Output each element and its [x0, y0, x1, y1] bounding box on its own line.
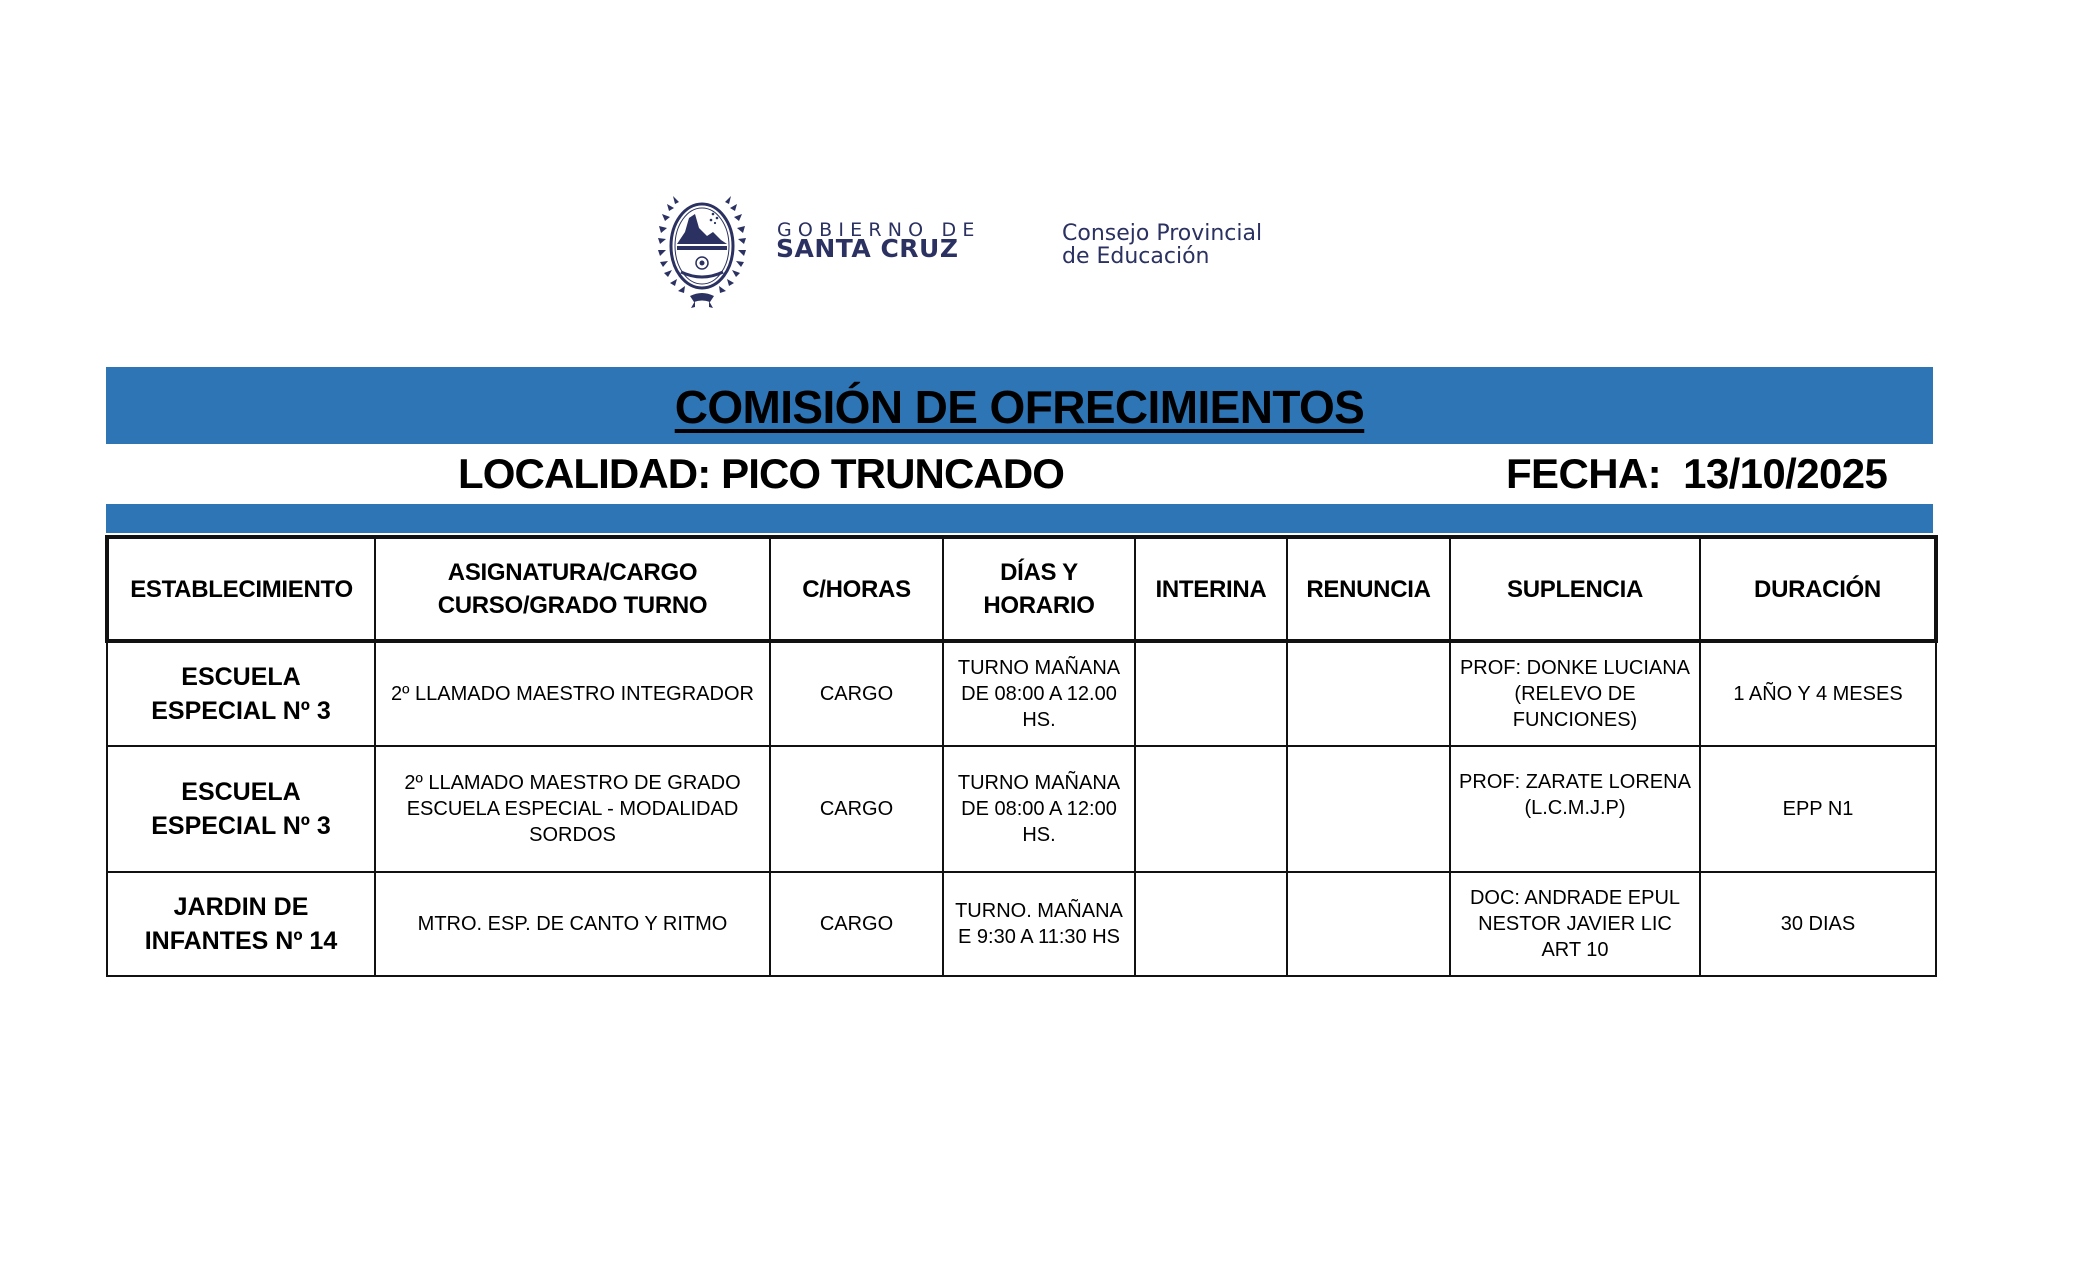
- cell-text: PROF: DONKE LUCIANA: [1459, 657, 1691, 679]
- header-text: DURACIÓN: [1754, 575, 1881, 603]
- header-text: DÍAS Y: [1000, 559, 1078, 586]
- table-row: [107, 641, 1936, 746]
- cell-text: HS.: [1022, 824, 1056, 846]
- title-bar: [106, 367, 1933, 444]
- cell-horas: CARGO: [770, 641, 943, 746]
- cell-text: NESTOR JAVIER LIC: [1478, 913, 1672, 935]
- cell-text: HS.: [1022, 709, 1056, 731]
- cell-text: 2º LLAMADO MAESTRO DE GRADO: [404, 772, 741, 794]
- cell-text: ESPECIAL Nº 3: [151, 697, 331, 725]
- cell-text: JARDIN DE: [173, 893, 309, 921]
- cell-asignatura: [375, 872, 770, 976]
- cell-text: E 9:30 A 11:30 HS: [958, 926, 1120, 948]
- cell-duracion: 30 DIAS: [1700, 872, 1936, 976]
- cell-text: (RELEVO DE: [1514, 683, 1636, 705]
- cell-text: 2º LLAMADO MAESTRO INTEGRADOR: [391, 683, 754, 705]
- localidad-value: PICO TRUNCADO: [721, 450, 1065, 497]
- cell-text: ESPECIAL Nº 3: [151, 812, 331, 840]
- cell-text: DE 08:00 A 12.00: [961, 683, 1117, 705]
- header-text: HORARIO: [983, 592, 1095, 619]
- offers-table: [105, 535, 1938, 977]
- cell-text: ESCUELA: [181, 663, 301, 691]
- column-header-horario: [943, 537, 1135, 641]
- cell-horario: [943, 746, 1135, 872]
- cell-text: (L.C.M.J.P): [1524, 797, 1626, 819]
- cell-text: ART 10: [1541, 939, 1609, 961]
- cell-interina: [1135, 641, 1287, 746]
- column-header-horas: [770, 537, 943, 641]
- header-text: ESTABLECIMIENTO: [130, 575, 353, 603]
- page-title-text: COMISIÓN DE OFRECIMIENTOS: [674, 381, 1365, 433]
- header-text: ASIGNATURA/CARGO: [447, 559, 698, 586]
- cell-text: INFANTES Nº 14: [144, 927, 338, 955]
- column-header-renuncia: [1287, 537, 1450, 641]
- cell-renuncia: [1287, 641, 1450, 746]
- cell-text: TURNO MAÑANA: [957, 657, 1121, 679]
- cell-suplencia: [1450, 641, 1700, 746]
- cell-text: DOC: ANDRADE EPUL: [1469, 887, 1681, 909]
- cell-interina: [1135, 746, 1287, 872]
- column-header-asignatura: [375, 537, 770, 641]
- cell-text: ESCUELA: [181, 778, 301, 806]
- cell-text: DE 08:00 A 12:00: [961, 798, 1117, 820]
- cell-establecimiento: [107, 746, 375, 872]
- cell-horas: CARGO: [770, 872, 943, 976]
- column-header-interina: [1135, 537, 1287, 641]
- cell-horario: [943, 641, 1135, 746]
- header-text: RENUNCIA: [1306, 575, 1431, 603]
- subheader-bar: [106, 504, 1933, 533]
- cell-duracion: EPP N1: [1700, 746, 1936, 872]
- column-header-suplencia: [1450, 537, 1700, 641]
- header-text: INTERINA: [1155, 575, 1267, 603]
- cell-renuncia: [1287, 746, 1450, 872]
- cell-duracion: 1 AÑO Y 4 MESES: [1700, 641, 1936, 746]
- cell-text: TURNO. MAÑANA: [955, 900, 1123, 922]
- cell-asignatura: [375, 641, 770, 746]
- fecha-value: 13/10/2025: [1683, 450, 1888, 497]
- localidad-label: LOCALIDAD:: [458, 450, 711, 497]
- cell-renuncia: [1287, 872, 1450, 976]
- council-name-line2: de Educación: [1062, 244, 1210, 269]
- cell-horario: [943, 872, 1135, 976]
- page-title: [106, 381, 1933, 433]
- table-header-row: [107, 537, 1936, 641]
- cell-text: FUNCIONES): [1512, 709, 1638, 731]
- cell-asignatura: [375, 746, 770, 872]
- header-text: CURSO/GRADO TURNO: [437, 592, 708, 619]
- cell-horas: CARGO: [770, 746, 943, 872]
- cell-text: PROF: ZARATE LORENA: [1459, 771, 1691, 793]
- header-text: SUPLENCIA: [1507, 575, 1643, 603]
- council-name-line1: Consejo Provincial: [1062, 221, 1263, 246]
- cell-text: SORDOS: [529, 824, 616, 846]
- table-row: [107, 746, 1936, 872]
- column-header-establecimiento: [107, 537, 375, 641]
- column-header-duracion: [1700, 537, 1936, 641]
- cell-establecimiento: [107, 872, 375, 976]
- fecha-label: FECHA:: [1506, 450, 1662, 497]
- cell-text: ESCUELA ESPECIAL - MODALIDAD: [406, 798, 739, 820]
- cell-text: TURNO MAÑANA: [957, 772, 1121, 794]
- government-name-line1: GOBIERNO DE: [777, 219, 981, 241]
- cell-text: MTRO. ESP. DE CANTO Y RITMO: [417, 913, 728, 935]
- cell-suplencia: [1450, 872, 1700, 976]
- santa-cruz-coat-of-arms-icon: [655, 188, 749, 308]
- government-name-line2: SANTA CRUZ: [776, 234, 959, 263]
- localidad-line: [458, 452, 1064, 496]
- cell-interina: [1135, 872, 1287, 976]
- cell-suplencia: [1450, 746, 1700, 872]
- cell-establecimiento: [107, 641, 375, 746]
- header-text: C/HORAS: [802, 575, 911, 603]
- fecha-line: [1506, 452, 1887, 496]
- table-row: [107, 872, 1936, 976]
